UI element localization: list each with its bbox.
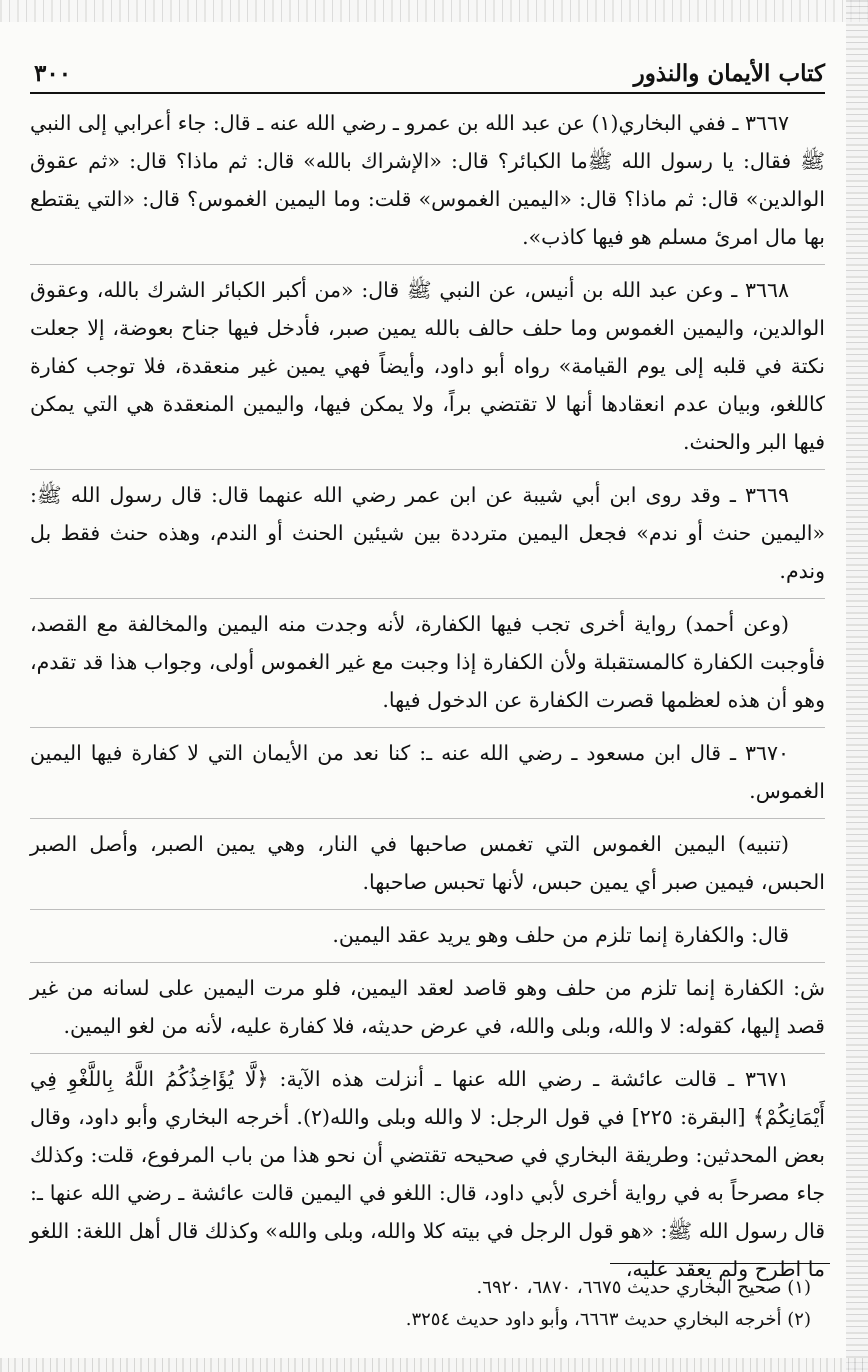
paragraph-3670: ٣٦٧٠ ـ قال ابن مسعود ـ رضي الله عنه ـ: كنا نعد من الأيمان التي لا كفارة فيها اليمين الغموس. [30,727,825,816]
paragraph-3668: ٣٦٦٨ ـ وعن عبد الله بن أنيس، عن النبي ﷺ قال: «من أكبر الكبائر الشرك بالله، وعقوق الوالدين، واليمين الغموس وما حلف حالف بالله يمين صبر، فأدخل فيها جناح بعوضة، إلا جعلت نكتة في قلبه إلى يوم القيامة» رواه أبو داود، وأيضاً فهي يمين غير منعقدة، فلا توجب كفارة كاللغو، وبيان عدم انعقادها أنها لا تقتضي براً، ولا يمكن فيها، واليمين المنعقدة هي التي يمكن فيها البر والحنث. [30,264,825,467]
paragraph-tanbih: (تنبيه) اليمين الغموس التي تغمس صاحبها في النار، وهي يمين الصبر، وأصل الصبر الحبس، فيمين صبر أي يمين حبس، لأنها تحبس صاحبها. [30,818,825,907]
scan-edge-right [846,0,868,1372]
footnote-1: (١) صحيح البخاري حديث ٦٦٧٥، ٦٨٧٠، ٦٩٢٠. [476,1277,811,1298]
body-text [30,104,825,1294]
paragraph-matn: قال: والكفارة إنما تلزم من حلف وهو يريد عقد اليمين. [30,909,825,960]
footnotes [30,1272,825,1336]
scan-edge-bottom [0,1358,868,1372]
page-header [30,58,825,94]
paragraph-3671: ٣٦٧١ ـ قالت عائشة ـ رضي الله عنها ـ أنزلت هذه الآية: ﴿لَّا يُؤَاخِذُكُمُ اللَّهُ بِاللَّغْوِ فِي أَيْمَانِكُمْ﴾ [البقرة: ٢٢٥] في قول الرجل: لا والله وبلى والله(٢). أخرجه البخاري وأبو داود، وقال بعض المحدثين: وطريقة البخاري في صحيحه تقتضي أن نحو هذا من باب المرفوع، قلت: وكذلك جاء مصرحاً به في رواية أخرى لأبي داود، قال: اللغو في اليمين قالت عائشة ـ رضي الله عنها ـ: قال رسول الله ﷺ: «هو قول الرجل في بيته كلا والله، وبلى والله» وكذلك قال أهل اللغة: اللغو ما اطرح ولم يعقد عليه، [30,1053,825,1294]
page-number: ٣٠٠ [34,60,72,87]
paragraph-3667: ٣٦٦٧ ـ ففي البخاري(١) عن عبد الله بن عمرو ـ رضي الله عنه ـ قال: جاء أعرابي إلى النبي ﷺ فقال: يا رسول الله ﷺما الكبائر؟ قال: «الإشراك بالله» قال: ثم ماذا؟ قال: «ثم عقوق الوالدين» قال: ثم ماذا؟ قال: «اليمين الغموس» قلت: وما اليمين الغموس؟ قال: «التي يقتطع بها مال امرئ مسلم هو فيها كاذب». [30,111,825,249]
paragraph-3669: ٣٦٦٩ ـ وقد روى ابن أبي شيبة عن ابن عمر رضي الله عنهما قال: قال رسول الله ﷺ: «اليمين حنث أو ندم» فجعل اليمين مترددة بين شيئين الحنث أو الندم، وهذه حنث فقط بل وندم. [30,469,825,596]
paragraph-ahmad: (وعن أحمد) رواية أخرى تجب فيها الكفارة، لأنه وجدت منه اليمين والمخالفة مع القصد، فأوجبت الكفارة كالمستقبلة ولأن الكفارة إذا وجبت مع غير الغموس أولى، وجواب هذا قد تقدم، وهو أن هذه لعظمها قصرت الكفارة عن الدخول فيها. [30,598,825,725]
footnote-2: (٢) أخرجه البخاري حديث ٦٦٦٣، وأبو داود حديث ٣٢٥٤. [405,1309,811,1330]
running-title: كتاب الأيمان والنذور [633,60,825,87]
paragraph-sharh: ش: الكفارة إنما تلزم من حلف وهو قاصد لعقد اليمين، فلو مرت اليمين على لسانه من غير قصد إليها، كقوله: لا والله، وبلى والله، في عرض حديثه، فلا كفارة عليه، لأنه من لغو اليمين. [30,962,825,1051]
footnote-divider [610,1263,830,1264]
scan-edge-top [0,0,868,22]
